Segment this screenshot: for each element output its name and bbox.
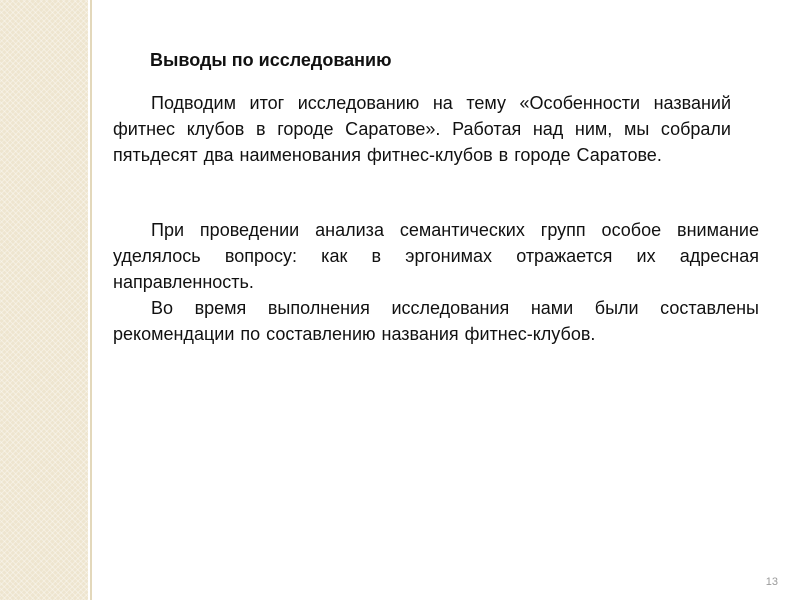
- decorative-side-band: [0, 0, 88, 600]
- paragraph-recommendations: Во время выполнения исследования нами были составлены рекомендации по составлению названия фитнес-клубов.: [113, 298, 759, 344]
- page-number: 13: [765, 576, 778, 588]
- slide-title: Выводы по исследованию: [150, 50, 392, 70]
- decorative-side-line: [90, 0, 92, 600]
- paragraph-analysis: При проведении анализа семантических групп особое внимание уделялось вопросу: как в эргонимах отражается их адресная направленность.: [113, 220, 759, 292]
- paragraph-summary: Подводим итог исследованию на тему «Особенности названий фитнес клубов в городе Саратове». Работая над ним, мы собрали пятьдесят два наименования фитнес-клубов в городе Саратове.: [113, 93, 731, 165]
